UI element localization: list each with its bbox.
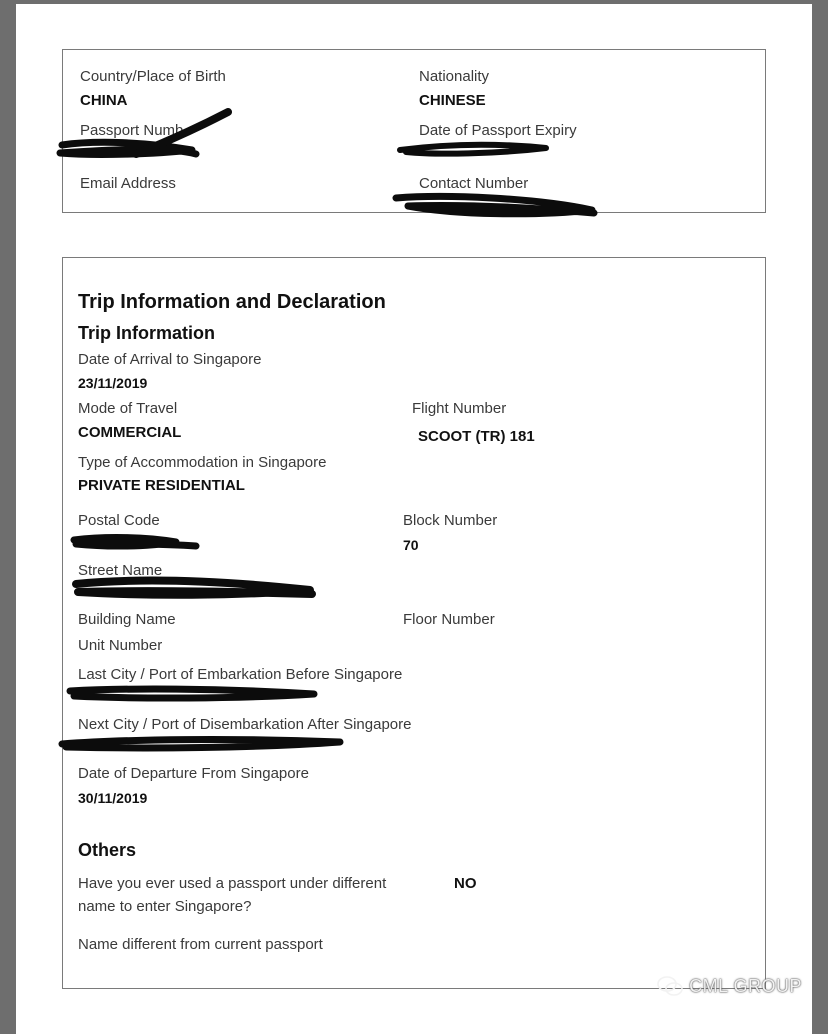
unit-number-label: Unit Number [78,637,163,654]
nationality-label: Nationality [419,68,490,85]
email-label: Email Address [80,175,176,192]
accommodation-label: Type of Accommodation in Singapore [78,454,327,471]
arrival-date-label: Date of Arrival to Singapore [78,351,262,368]
nationality-value: CHINESE [419,92,486,109]
street-name-label: Street Name [78,562,163,579]
trip-information-subheading: Trip Information [78,323,215,343]
postal-code-label: Postal Code [78,512,160,529]
next-city-label: Next City / Port of Disembarkation After Singapore [78,716,412,733]
floor-number-label: Floor Number [403,611,495,628]
others-heading: Others [78,840,137,860]
flight-number-label: Flight Number [412,400,507,417]
flight-number-value: SCOOT (TR) 181 [418,428,535,445]
departure-date-value: 30/11/2019 [78,790,148,806]
trip-declaration-heading: Trip Information and Declaration [78,291,386,313]
document-page [16,4,812,1034]
watermark-text: CML GROUP [689,975,802,996]
wechat-icon [657,975,683,997]
passport-question: Have you ever used a passport under different name to enter Singapore? [78,875,387,915]
trip-information-box [62,257,766,989]
departure-date-label: Date of Departure From Singapore [78,765,309,782]
passport-question-answer: NO [454,875,477,892]
building-name-label: Building Name [78,611,176,628]
accommodation-value: PRIVATE RESIDENTIAL [78,477,245,494]
last-city-label: Last City / Port of Embarkation Before Singapore [78,666,403,683]
mode-of-travel-value: COMMERCIAL [78,424,182,441]
block-number-value: 70 [403,537,419,553]
arrival-date-value: 23/11/2019 [78,375,148,391]
personal-details-box [62,49,766,213]
passport-expiry-label: Date of Passport Expiry [419,122,577,139]
contact-label: Contact Number [419,175,529,192]
country-birth-value: CHINA [80,92,128,109]
country-birth-label: Country/Place of Birth [80,68,226,85]
name-different-label: Name different from current passport [78,936,323,953]
block-number-label: Block Number [403,512,498,529]
mode-of-travel-label: Mode of Travel [78,400,178,417]
cml-group-watermark [657,975,802,997]
passport-number-label: Passport Numb [80,122,184,139]
